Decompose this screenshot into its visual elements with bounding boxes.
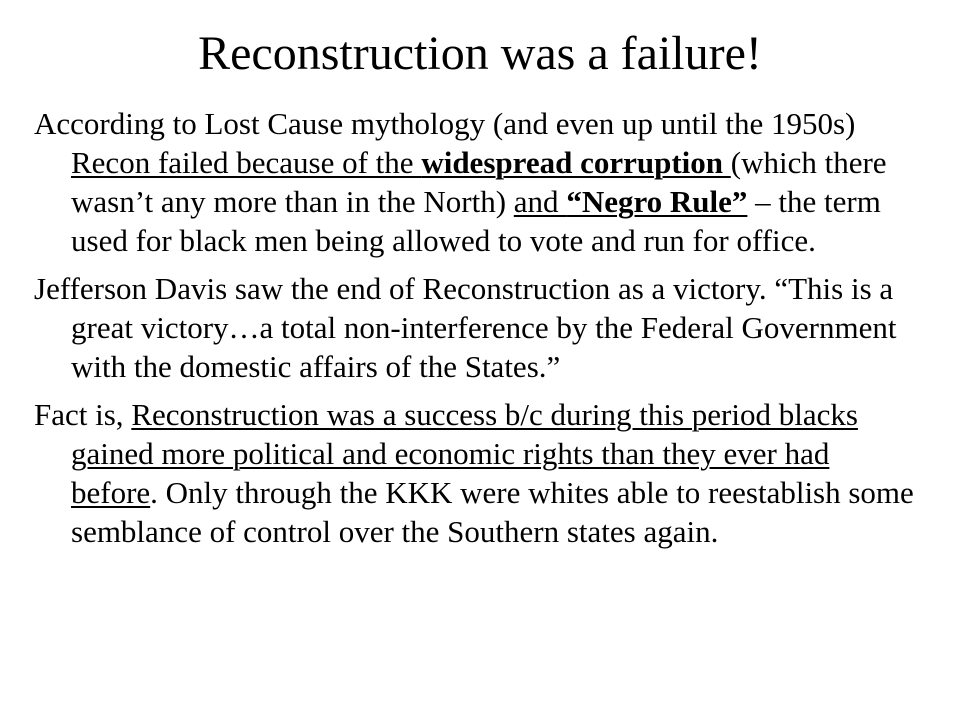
text-segment: . Only through the KKK were whites able to reestablish some semblance of control over the Southern states again. [71, 475, 914, 549]
text-segment: According to Lost Cause mythology (and even up until the 1950s) [34, 106, 856, 141]
underlined-text: and [513, 184, 567, 219]
paragraph-lost-cause [34, 104, 924, 260]
text-segment: (which there wasn’t any more than in the North) [71, 145, 887, 219]
underlined-text: Reconstruction was a success b/c during this period blacks gained more political and economic rights than they ever had before [71, 397, 858, 510]
slide-body [34, 104, 924, 551]
bold-underlined-text: “Negro Rule” [566, 184, 748, 219]
bold-underlined-text: widespread corruption [421, 145, 731, 180]
text-segment: Fact is, [34, 397, 132, 432]
text-segment: – the term used for black men being allowed to vote and run for office. [71, 184, 881, 258]
paragraph-fact [34, 395, 924, 551]
underlined-text: Recon failed because of the [71, 145, 422, 180]
slide-title: Reconstruction was a failure! [198, 27, 762, 80]
text-segment: Jefferson Davis saw the end of Reconstruction as a victory. “This is a great victory…a total non-interference by the Federal Government with the domestic affairs of the States.” [34, 271, 897, 384]
paragraph-jefferson-davis [34, 269, 924, 386]
